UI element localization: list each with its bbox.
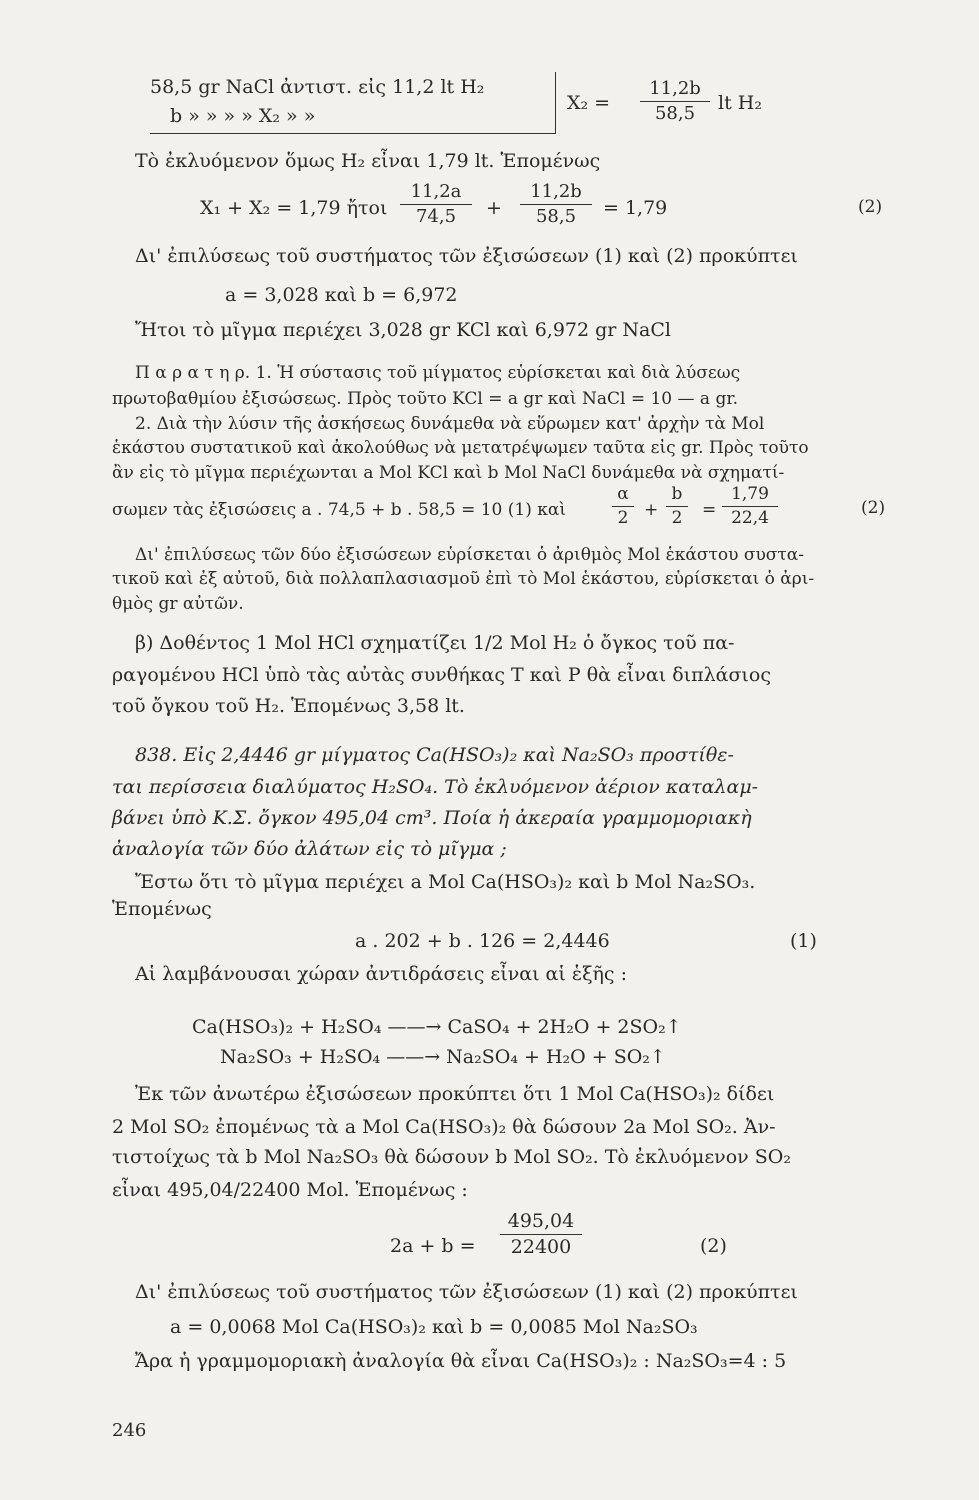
top-divider bbox=[555, 72, 556, 134]
note-line-6: σωμεν τὰς ἐξισώσεις a . 74,5 + b . 58,5 = 10 (1) καὶ bbox=[112, 500, 567, 520]
note-line-3: 2. Διὰ τὴν λύσιν τῆς ἀσκήσεως δυνάμεθα νὰ εὕρωμεν κατ' ἀρχὴν τὰ Mol bbox=[135, 414, 765, 434]
note-fc-denominator: 22,4 bbox=[731, 508, 769, 528]
note-line-5: ἂν εἰς τὸ μῖγμα περιέχωνται a Mol KCl καὶ b Mol NaCl δυνάμεθα νὰ σχηματί- bbox=[112, 463, 785, 483]
sol-eq-1: a . 202 + b . 126 = 2,4446 bbox=[355, 930, 610, 952]
para-1: Τὸ ἐκλυόμενον ὅμως H₂ εἶναι 1,79 lt. Ἑπομένως bbox=[135, 150, 601, 172]
sol-line-9: a = 0,0068 Mol Ca(HSO₃)₂ καὶ b = 0,0085 Mol Na₂SO₃ bbox=[170, 1316, 698, 1338]
note-fa-denominator: 2 bbox=[617, 508, 629, 528]
note-fb-denominator: 2 bbox=[671, 508, 683, 528]
para-4: Ἤτοι τὸ μῖγμα περιέχει 3,028 gr KCl καὶ 6,972 gr NaCl bbox=[135, 319, 671, 341]
problem-line-4: ἀναλογία τῶν δύο ἀλάτων εἰς τὸ μῖγμα ; bbox=[112, 838, 507, 860]
note-plus: + bbox=[644, 500, 659, 520]
problem-line-3: βάνει ὑπὸ Κ.Σ. ὄγκον 495,04 cm³. Ποία ἡ ἀκεραία γραμμομοριακὴ bbox=[112, 807, 752, 829]
eq-x-lhs: X₁ + X₂ = 1,79 ἤτοι bbox=[200, 197, 388, 219]
note-line-7: Δι' ἐπιλύσεως τῶν δύο ἐξισώσεων εὑρίσκεται ὁ ἀριθμὸς Mol ἑκάστου συστα- bbox=[135, 545, 805, 565]
top-row-1: 58,5 gr NaCl ἀντιστ. εἰς 11,2 lt H₂ bbox=[150, 76, 485, 98]
note-line-4: ἑκάστου συστατικοῦ καὶ ἀκολούθως νὰ μετατρέψωμεν ταῦτα εἰς gr. Πρὸς τοῦτο bbox=[112, 438, 809, 458]
sol-line-4: Ἐκ τῶν ἀνωτέρω ἐξισώσεων προκύπτει ὅτι 1 Mol Ca(HSO₃)₂ δίδει bbox=[135, 1083, 775, 1105]
eq-x-f2-numerator: 11,2b bbox=[530, 181, 582, 202]
sol-line-8: Δι' ἐπιλύσεως τοῦ συστήματος τῶν ἐξισώσεων (1) καὶ (2) προκύπτει bbox=[135, 1281, 798, 1303]
sol-eq-2-denominator: 22400 bbox=[510, 1236, 572, 1258]
eq-x-f1-numerator: 11,2a bbox=[410, 181, 462, 202]
sol-eq-2-numerator: 495,04 bbox=[507, 1210, 575, 1232]
sol-eq-2-tag: (2) bbox=[700, 1235, 727, 1257]
problem-line-2: ται περίσσεια διαλύματος H₂SO₄. Τὸ ἐκλυόμενον ἀέριον καταλαμ- bbox=[112, 776, 759, 798]
beta-line-3: τοῦ ὄγκου τοῦ H₂. Ἑπομένως 3,58 lt. bbox=[112, 695, 465, 717]
reaction-1: Ca(HSO₃)₂ + H₂SO₄ ——→ CaSO₄ + 2H₂O + 2SO₂↑ bbox=[192, 1016, 682, 1038]
sol-line-7: εἶναι 495,04/22400 Mol. Ἑπομένως : bbox=[112, 1179, 468, 1201]
note-tag: (2) bbox=[861, 498, 886, 518]
x2-lhs: X₂ = bbox=[567, 92, 611, 114]
note-line-9: θμὸς gr αὐτῶν. bbox=[112, 594, 244, 614]
reaction-2: Na₂SO₃ + H₂SO₄ ——→ Na₂SO₄ + H₂O + SO₂↑ bbox=[220, 1046, 666, 1068]
note-line-2: πρωτοβαθμίου ἐξισώσεως. Πρὸς τοῦτο KCl = a gr καὶ NaCl = 10 — a gr. bbox=[112, 389, 739, 409]
page-number: 246 bbox=[112, 1420, 147, 1441]
sol-line-10: Ἄρα ἡ γραμμομοριακὴ ἀναλογία θὰ εἶναι Ca(HSO₃)₂ : Na₂SO₃=4 : 5 bbox=[135, 1350, 787, 1372]
eq-x-f2-denominator: 58,5 bbox=[535, 206, 577, 227]
sol-eq-2-lhs: 2a + b = bbox=[390, 1235, 476, 1257]
note-line-1: Π α ρ α τ η ρ. 1. Ἡ σύστασις τοῦ μίγματος εὑρίσκεται καὶ διὰ λύσεως bbox=[135, 363, 741, 383]
x2-numerator: 11,2b bbox=[649, 78, 701, 99]
top-row-2: b » » » » X₂ » » bbox=[170, 105, 316, 127]
sol-eq-1-tag: (1) bbox=[790, 930, 817, 952]
x2-denominator: 58,5 bbox=[654, 103, 696, 124]
note-fraction-c bbox=[722, 486, 778, 527]
x2-fraction bbox=[640, 80, 710, 123]
problem-line-1: 838. Εἰς 2,4446 gr μίγματος Ca(HSO₃)₂ καὶ Na₂SO₃ προστίθε- bbox=[135, 744, 734, 766]
sol-eq-2-fraction bbox=[500, 1212, 582, 1257]
x2-unit: lt H₂ bbox=[718, 92, 762, 114]
note-equals: = bbox=[702, 500, 717, 520]
sol-line-2: Ἑπομένως bbox=[112, 898, 212, 920]
sol-line-6: τιστοίχως τὰ b Mol Na₂SO₃ θὰ δώσουν b Mol SO₂. Τὸ ἐκλυόμενον SO₂ bbox=[112, 1146, 791, 1168]
note-fc-numerator: 1,79 bbox=[731, 484, 769, 504]
note-fa-numerator: α bbox=[617, 484, 629, 504]
eq-x-tag: (2) bbox=[858, 197, 883, 217]
para-3: a = 3,028 καὶ b = 6,972 bbox=[225, 284, 458, 306]
beta-line-2: ραγομένου HCl ὑπὸ τὰς αὐτὰς συνθήκας T καὶ P θὰ εἶναι διπλάσιος bbox=[112, 664, 771, 686]
top-underline bbox=[150, 133, 555, 134]
note-fraction-a bbox=[612, 486, 634, 527]
eq-x-rhs: = 1,79 bbox=[603, 197, 668, 219]
beta-line-1: β) Δοθέντος 1 Mol HCl σχηματίζει 1/2 Mol H₂ ὁ ὄγκος τοῦ πα- bbox=[135, 632, 735, 654]
note-fraction-b bbox=[666, 486, 688, 527]
note-fb-numerator: b bbox=[671, 484, 683, 504]
eq-x-fraction-2 bbox=[520, 183, 592, 226]
sol-line-3: Αἱ λαμβάνουσαι χώραν ἀντιδράσεις εἶναι αἱ ἑξῆς : bbox=[135, 963, 628, 985]
note-line-8: τικοῦ καὶ ἐξ αὐτοῦ, διὰ πολλαπλασιασμοῦ ἐπὶ τὸ Mol ἑκάστου, εὑρίσκεται ὁ ἀρι- bbox=[112, 569, 815, 589]
sol-line-5: 2 Mol SO₂ ἐπομένως τὰ a Mol Ca(HSO₃)₂ θὰ δώσουν 2a Mol SO₂. Ἀν- bbox=[112, 1116, 776, 1138]
eq-x-f1-denominator: 74,5 bbox=[415, 206, 457, 227]
sol-line-1: Ἔστω ὅτι τὸ μῖγμα περιέχει a Mol Ca(HSO₃)₂ καὶ b Mol Na₂SO₃. bbox=[135, 871, 756, 893]
eq-x-plus: + bbox=[486, 197, 502, 219]
eq-x-fraction-1 bbox=[400, 183, 472, 226]
para-2: Δι' ἐπιλύσεως τοῦ συστήματος τῶν ἐξισώσεων (1) καὶ (2) προκύπτει bbox=[135, 245, 798, 267]
